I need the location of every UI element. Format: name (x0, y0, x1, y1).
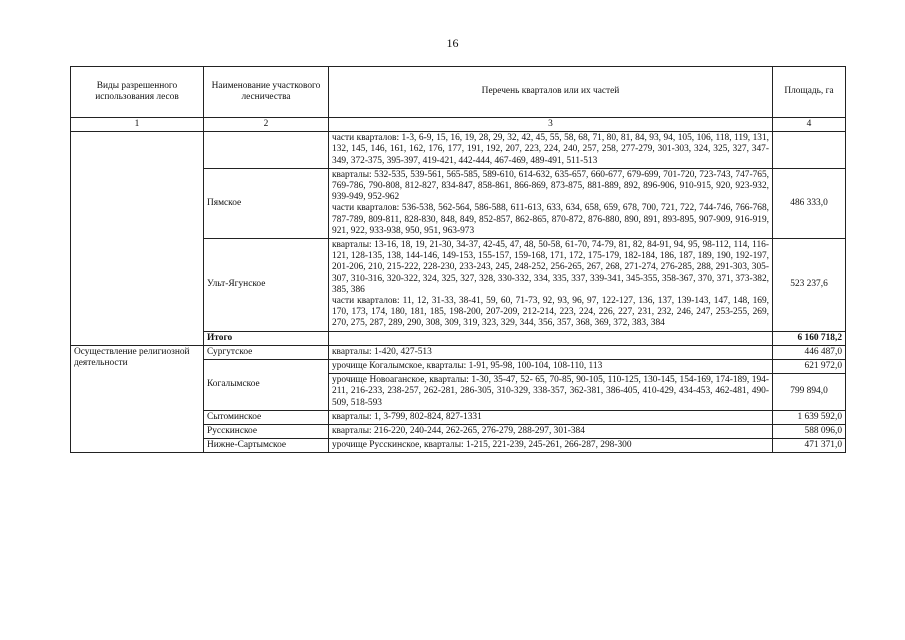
table-row (71, 132, 846, 169)
quarters-partial-list: части кварталов: 536-538, 562-564, 586-588, 611-613, 633, 634, 658, 659, 678, 700, 721, 722, 744-746, 766-768, 787-789, 809-811, 828-830, 848, 849, 852-857, 862-865, 870-872, 876-880, 890, 891, 893-895, 907-909, 916-919, 921, 922, 933-938, 950, 951, 963-973 (332, 203, 769, 236)
column-number-3: 3 (329, 118, 773, 132)
forestry-name-cell: Нижне-Сартымское (204, 439, 329, 453)
use-type-cell: Осуществление религиозной деятельности (71, 345, 204, 453)
column-number-row (71, 118, 846, 132)
quarters-list-cell: кварталы: 1, 3-799, 802-824, 827-1331 (329, 410, 773, 424)
quarters-full-list: кварталы: 532-535, 539-561, 565-585, 589-610, 614-632, 635-657, 660-677, 679-699, 701-720, 723-743, 747-765, 769-786, 790-808, 812-827, 834-847, 858-861, 866-869, 873-875, 881-889, 892, 896-906, 910-915, 920, 923-932, 939-949, 952-962 (332, 169, 769, 203)
quarters-list-cell (329, 239, 773, 332)
quarters-list-cell: урочище Русскинское, кварталы: 1-215, 221-239, 245-261, 266-287, 298-300 (329, 439, 773, 453)
quarters-list-cell (329, 168, 773, 238)
area-cell: 588 096,0 (773, 425, 846, 439)
quarters-list-cell: части кварталов: 1-3, 6-9, 15, 16, 19, 28, 29, 32, 42, 45, 55, 58, 68, 71, 80, 81, 84, 93, 94, 105, 106, 118, 119, 131, 132, 145, 146, 161, 162, 176, 177, 191, 192, 207, 223, 224, 240, 257, 258, 277-279, 301-303, 324, 325, 327, 347-349, 372-375, 395-397, 419-421, 442-444, 467-469, 489-491, 511-513 (329, 132, 773, 169)
quarters-list-cell: урочище Когалымское, кварталы: 1-91, 95-98, 100-104, 108-110, 113 (329, 360, 773, 374)
area-cell: 621 972,0 (773, 360, 846, 374)
forestry-name-cell: Сургутское (204, 345, 329, 359)
quarters-partial-list: части кварталов: 11, 12, 31-33, 38-41, 59, 60, 71-73, 92, 93, 96, 97, 122-127, 136, 137, 139-143, 147, 148, 169, 170, 173, 174, 180, 181, 185, 198-200, 207-209, 212-214, 223, 224, 226, 227, 231, 232, 246, 247, 253-255, 269, 270, 275, 287, 289, 290, 308, 309, 319, 323, 329, 344, 356, 357, 368, 369, 372, 383, 384 (332, 296, 769, 329)
total-label: Итого (204, 331, 329, 345)
quarters-list-cell: кварталы: 1-420, 427-513 (329, 345, 773, 359)
forestry-name-cell: Ульт-Ягунское (204, 239, 329, 332)
quarters-list-cell: кварталы: 216-220, 240-244, 262-265, 276-279, 288-297, 301-384 (329, 425, 773, 439)
header-quarters-list: Перечень кварталов или их частей (329, 67, 773, 118)
area-cell: 799 894,0 (773, 374, 846, 411)
column-number-2: 2 (204, 118, 329, 132)
column-number-4: 4 (773, 118, 846, 132)
total-area: 6 160 718,2 (773, 331, 846, 345)
forest-use-table (70, 66, 846, 453)
quarters-list-cell: урочище Новоаганское, кварталы: 1-30, 35-47, 52- 65, 70-85, 90-105, 110-125, 130-145, 154-169, 174-189, 194-211, 216-233, 238-257, 262-281, 286-305, 310-329, 338-357, 362-381, 386-405, 410-429, 434-453, 462-481, 490-509, 518-593 (329, 374, 773, 411)
forestry-name-cell: Пямское (204, 168, 329, 238)
forestry-name-cell: Сытоминское (204, 410, 329, 424)
quarters-full-list: кварталы: 13-16, 18, 19, 21-30, 34-37, 42-45, 47, 48, 50-58, 61-70, 74-79, 81, 82, 84-91, 94, 95, 98-112, 114, 116-121, 128-135, 138, 144-146, 149-153, 155-157, 159-168, 171, 172, 175-179, 182-184, 186, 187, 189, 190, 192-197, 201-206, 210, 215-222, 228-230, 233-243, 245, 248-252, 256-265, 267, 268, 271-274, 276-285, 288, 291-303, 305- 307, 310-316, 320-322, 324, 325, 327, 328, 330-332, 334, 335, 337, 339-341, 345-355, 358-367, 370, 371, 373-382, 385, 386 (332, 240, 769, 295)
forestry-name-cell-empty (204, 132, 329, 169)
area-cell: 523 237,6 (773, 239, 846, 332)
area-cell: 446 487,0 (773, 345, 846, 359)
use-type-cell-empty (71, 132, 204, 346)
table-row (71, 345, 846, 359)
forestry-name-cell: Русскинское (204, 425, 329, 439)
area-cell: 471 371,0 (773, 439, 846, 453)
column-number-1: 1 (71, 118, 204, 132)
area-cell: 486 333,0 (773, 168, 846, 238)
quarters-list-cell-empty (329, 331, 773, 345)
area-cell: 1 639 592,0 (773, 410, 846, 424)
header-forestry-name: Наименование участкового лесничества (204, 67, 329, 118)
table-header-row (71, 67, 846, 118)
page-number: 16 (446, 36, 459, 50)
area-cell-empty (773, 132, 846, 169)
header-area: Площадь, га (773, 67, 846, 118)
header-use-type: Виды разрешенного использования лесов (71, 67, 204, 118)
forestry-name-cell: Когалымское (204, 360, 329, 411)
